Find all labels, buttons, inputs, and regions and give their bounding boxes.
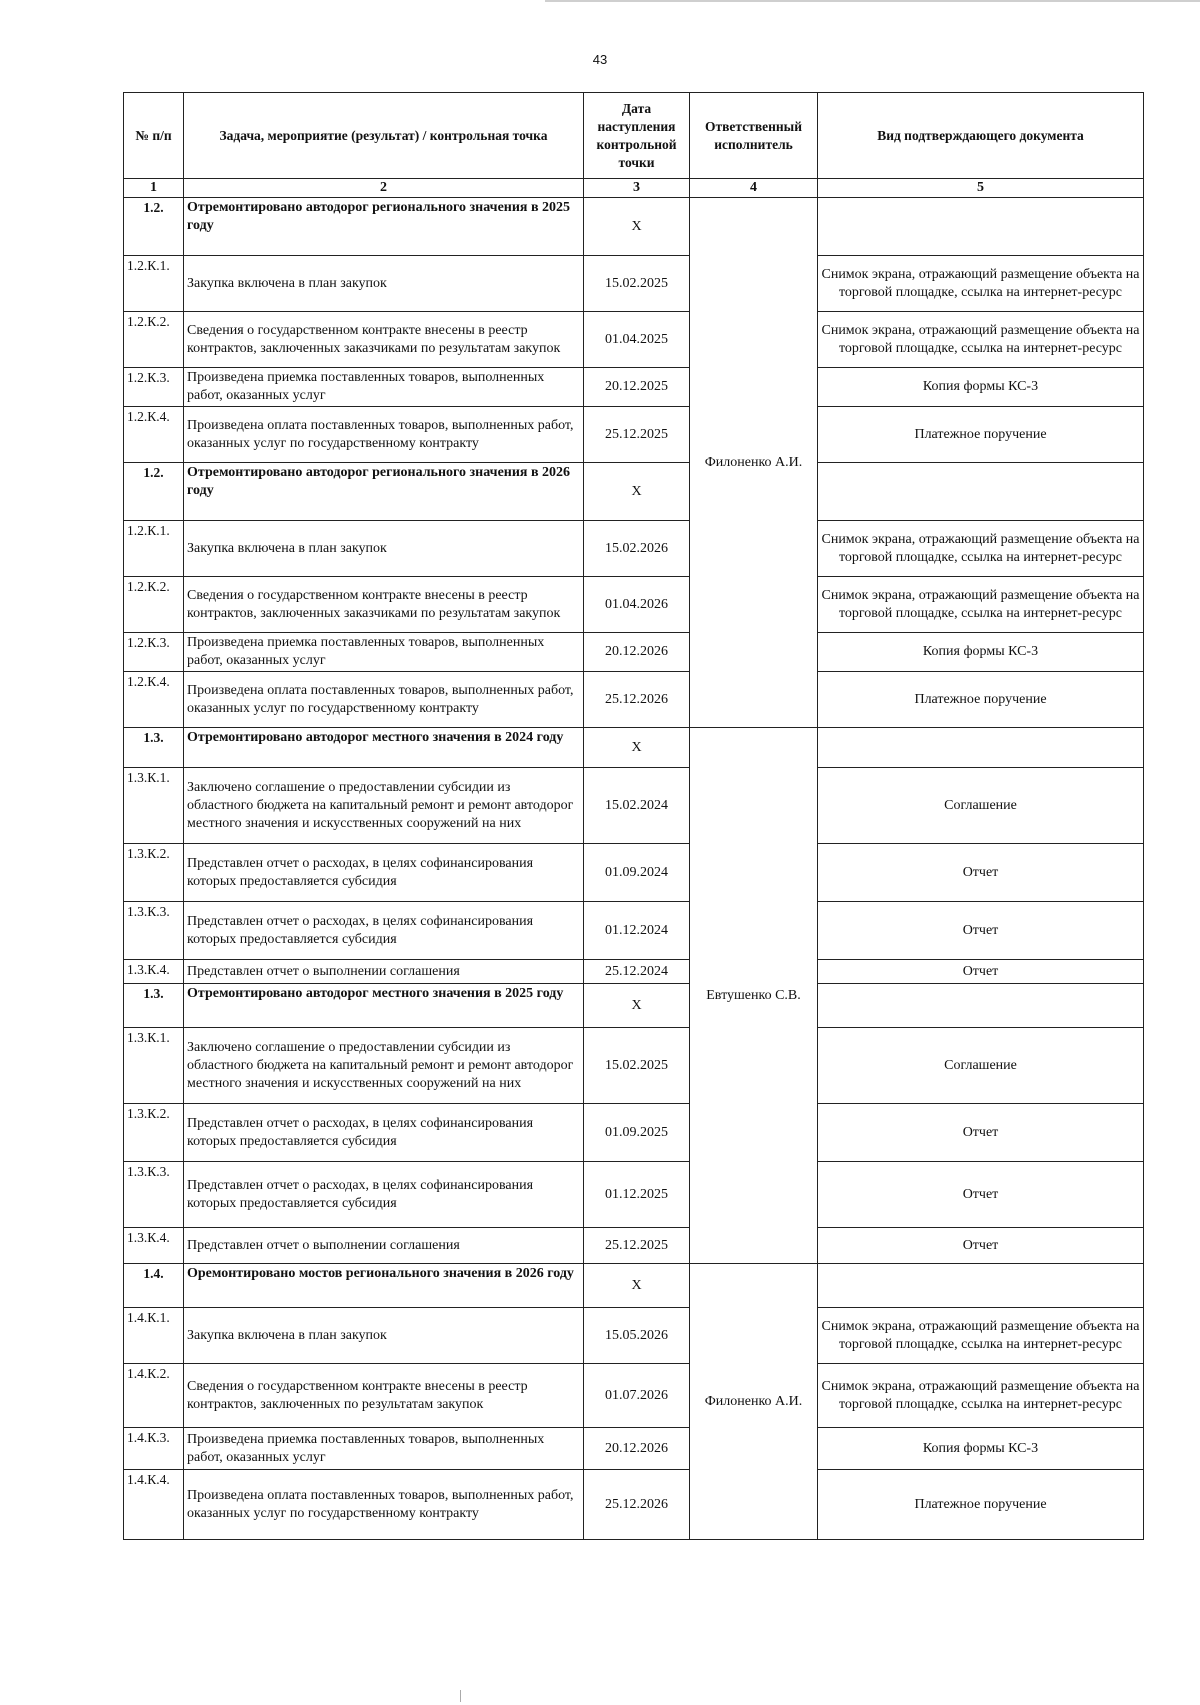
control-date: 25.12.2025 [584, 407, 690, 463]
column-number: 1 [124, 179, 184, 198]
section-row [124, 463, 1144, 521]
control-date: 20.12.2025 [584, 368, 690, 407]
row-number: 1.4.К.4. [124, 1470, 184, 1540]
confirming-document: Отчет [818, 1162, 1144, 1228]
row-number: 1.4.К.1. [124, 1308, 184, 1364]
column-number: 3 [584, 179, 690, 198]
confirming-document: Платежное поручение [818, 672, 1144, 728]
confirming-document: Снимок экрана, отражающий размещение объекта на торговой площадке, ссылка на интернет-ресурс [818, 577, 1144, 633]
checkpoint-row [124, 521, 1144, 577]
checkpoint-row [124, 902, 1144, 960]
row-number: 1.2. [124, 463, 184, 521]
row-number: 1.2.К.3. [124, 368, 184, 407]
confirming-document: Отчет [818, 960, 1144, 984]
row-number: 1.3.К.2. [124, 844, 184, 902]
task-text: Произведена оплата поставленных товаров, выполненных работ, оказанных услуг по государственному контракту [184, 407, 584, 463]
task-text: Представлен отчет о расходах, в целях софинансирования которых предоставляется субсидия [184, 1162, 584, 1228]
control-date: 15.02.2025 [584, 1028, 690, 1104]
row-number: 1.2.К.1. [124, 521, 184, 577]
checkpoint-row [124, 1470, 1144, 1540]
checkpoint-row [124, 1028, 1144, 1104]
task-text: Отремонтировано автодорог местного значения в 2024 году [184, 728, 584, 768]
confirming-document: Снимок экрана, отражающий размещение объекта на торговой площадке, ссылка на интернет-ресурс [818, 1308, 1144, 1364]
confirming-document: Соглашение [818, 1028, 1144, 1104]
header-row [124, 93, 1144, 179]
row-number: 1.2.К.2. [124, 312, 184, 368]
task-text: Представлен отчет о выполнении соглашения [184, 960, 584, 984]
header-num: № п/п [124, 93, 184, 179]
confirming-document: Соглашение [818, 768, 1144, 844]
checkpoint-row [124, 844, 1144, 902]
task-text: Сведения о государственном контракте внесены в реестр контрактов, заключенных по результатам закупок [184, 1364, 584, 1428]
task-text: Произведена приемка поставленных товаров, выполненных работ, оказанных услуг [184, 368, 584, 407]
task-text: Отремонтировано автодорог регионального значения в 2025 году [184, 198, 584, 256]
confirming-document: Копия формы КС-3 [818, 633, 1144, 672]
checkpoint-row [124, 1228, 1144, 1264]
control-date: Х [584, 728, 690, 768]
control-date: 15.05.2026 [584, 1308, 690, 1364]
control-date: 01.12.2024 [584, 902, 690, 960]
section-row [124, 1264, 1144, 1308]
confirming-document [818, 728, 1144, 768]
control-date: 15.02.2024 [584, 768, 690, 844]
header-document: Вид подтверждающего документа [818, 93, 1144, 179]
row-number: 1.3.К.3. [124, 902, 184, 960]
task-text: Отремонтировано автодорог местного значения в 2025 году [184, 984, 584, 1028]
responsible-person: Филоненко А.И. [690, 1264, 818, 1540]
row-number: 1.3. [124, 984, 184, 1028]
header-responsible: Ответственный исполнитель [690, 93, 818, 179]
confirming-document: Платежное поручение [818, 407, 1144, 463]
column-number: 5 [818, 179, 1144, 198]
header-date: Дата наступления контрольной точки [584, 93, 690, 179]
task-text: Произведена приемка поставленных товаров, выполненных работ, оказанных услуг [184, 1428, 584, 1470]
checkpoint-row [124, 768, 1144, 844]
confirming-document: Снимок экрана, отражающий размещение объекта на торговой площадке, ссылка на интернет-ресурс [818, 1364, 1144, 1428]
row-number: 1.2.К.4. [124, 407, 184, 463]
checkpoint-row [124, 1364, 1144, 1428]
row-number: 1.3.К.2. [124, 1104, 184, 1162]
section-row [124, 728, 1144, 768]
control-date: 15.02.2026 [584, 521, 690, 577]
control-date: 25.12.2024 [584, 960, 690, 984]
confirming-document: Снимок экрана, отражающий размещение объекта на торговой площадке, ссылка на интернет-ресурс [818, 521, 1144, 577]
control-date: 01.04.2026 [584, 577, 690, 633]
task-text: Представлен отчет о расходах, в целях софинансирования которых предоставляется субсидия [184, 844, 584, 902]
control-date: Х [584, 1264, 690, 1308]
responsible-person: Филоненко А.И. [690, 198, 818, 728]
page-number: 43 [592, 52, 608, 67]
control-date: 01.07.2026 [584, 1364, 690, 1428]
column-number: 4 [690, 179, 818, 198]
task-text: Произведена оплата поставленных товаров, выполненных работ, оказанных услуг по государственному контракту [184, 672, 584, 728]
row-number: 1.2.К.3. [124, 633, 184, 672]
control-date: 20.12.2026 [584, 633, 690, 672]
row-number: 1.4.К.2. [124, 1364, 184, 1428]
confirming-document: Платежное поручение [818, 1470, 1144, 1540]
control-date: Х [584, 984, 690, 1028]
task-text: Произведена приемка поставленных товаров, выполненных работ, оказанных услуг [184, 633, 584, 672]
scan-edge-line [545, 0, 1200, 2]
checkpoint-row [124, 256, 1144, 312]
control-date: Х [584, 463, 690, 521]
checkpoint-row [124, 1162, 1144, 1228]
task-text: Сведения о государственном контракте внесены в реестр контрактов, заключенных заказчиками по результатам закупок [184, 312, 584, 368]
checkpoint-row [124, 672, 1144, 728]
task-text: Закупка включена в план закупок [184, 256, 584, 312]
control-date: 25.12.2025 [584, 1228, 690, 1264]
control-date: 20.12.2026 [584, 1428, 690, 1470]
task-text: Представлен отчет о расходах, в целях софинансирования которых предоставляется субсидия [184, 1104, 584, 1162]
confirming-document [818, 198, 1144, 256]
checkpoint-row [124, 1308, 1144, 1364]
row-number: 1.3.К.1. [124, 768, 184, 844]
control-date: 25.12.2026 [584, 672, 690, 728]
row-number: 1.3.К.1. [124, 1028, 184, 1104]
checkpoint-row [124, 633, 1144, 672]
control-date: 01.09.2025 [584, 1104, 690, 1162]
confirming-document [818, 984, 1144, 1028]
row-number: 1.4.К.3. [124, 1428, 184, 1470]
section-row [124, 984, 1144, 1028]
task-text: Произведена оплата поставленных товаров, выполненных работ, оказанных услуг по государственному контракту [184, 1470, 584, 1540]
task-text: Представлен отчет о выполнении соглашения [184, 1228, 584, 1264]
control-date: 01.12.2025 [584, 1162, 690, 1228]
row-number: 1.2. [124, 198, 184, 256]
control-points-table [123, 92, 1144, 1540]
confirming-document: Снимок экрана, отражающий размещение объекта на торговой площадке, ссылка на интернет-ресурс [818, 312, 1144, 368]
row-number: 1.2.К.2. [124, 577, 184, 633]
table-body [124, 198, 1144, 1540]
task-text: Отремонтировано автодорог регионального значения в 2026 году [184, 463, 584, 521]
checkpoint-row [124, 368, 1144, 407]
checkpoint-row [124, 1104, 1144, 1162]
responsible-person: Евтушенко С.В. [690, 728, 818, 1264]
confirming-document: Снимок экрана, отражающий размещение объекта на торговой площадке, ссылка на интернет-ресурс [818, 256, 1144, 312]
control-date: 25.12.2026 [584, 1470, 690, 1540]
confirming-document: Копия формы КС-3 [818, 1428, 1144, 1470]
checkpoint-row [124, 312, 1144, 368]
confirming-document: Отчет [818, 1228, 1144, 1264]
task-text: Сведения о государственном контракте внесены в реестр контрактов, заключенных заказчиками по результатам закупок [184, 577, 584, 633]
section-row [124, 198, 1144, 256]
header-task: Задача, мероприятие (результат) / контрольная точка [184, 93, 584, 179]
column-number-row [124, 179, 1144, 198]
control-date: Х [584, 198, 690, 256]
task-text: Представлен отчет о расходах, в целях софинансирования которых предоставляется субсидия [184, 902, 584, 960]
column-number: 2 [184, 179, 584, 198]
row-number: 1.3.К.4. [124, 960, 184, 984]
scan-mark [460, 1690, 461, 1702]
confirming-document: Копия формы КС-3 [818, 368, 1144, 407]
confirming-document: Отчет [818, 902, 1144, 960]
checkpoint-row [124, 407, 1144, 463]
task-text: Закупка включена в план закупок [184, 521, 584, 577]
row-number: 1.2.К.4. [124, 672, 184, 728]
row-number: 1.2.К.1. [124, 256, 184, 312]
row-number: 1.3. [124, 728, 184, 768]
task-text: Закупка включена в план закупок [184, 1308, 584, 1364]
control-date: 01.04.2025 [584, 312, 690, 368]
control-date: 01.09.2024 [584, 844, 690, 902]
confirming-document: Отчет [818, 1104, 1144, 1162]
confirming-document [818, 1264, 1144, 1308]
task-text: Оремонтировано мостов регионального значения в 2026 году [184, 1264, 584, 1308]
row-number: 1.3.К.4. [124, 1228, 184, 1264]
confirming-document: Отчет [818, 844, 1144, 902]
control-date: 15.02.2025 [584, 256, 690, 312]
confirming-document [818, 463, 1144, 521]
row-number: 1.3.К.3. [124, 1162, 184, 1228]
checkpoint-row [124, 1428, 1144, 1470]
row-number: 1.4. [124, 1264, 184, 1308]
task-text: Заключено соглашение о предоставлении субсидии из областного бюджета на капитальный ремонт и ремонт автодорог местного значения и искусственных сооружений на них [184, 768, 584, 844]
checkpoint-row [124, 960, 1144, 984]
task-text: Заключено соглашение о предоставлении субсидии из областного бюджета на капитальный ремонт и ремонт автодорог местного значения и искусственных сооружений на них [184, 1028, 584, 1104]
checkpoint-row [124, 577, 1144, 633]
